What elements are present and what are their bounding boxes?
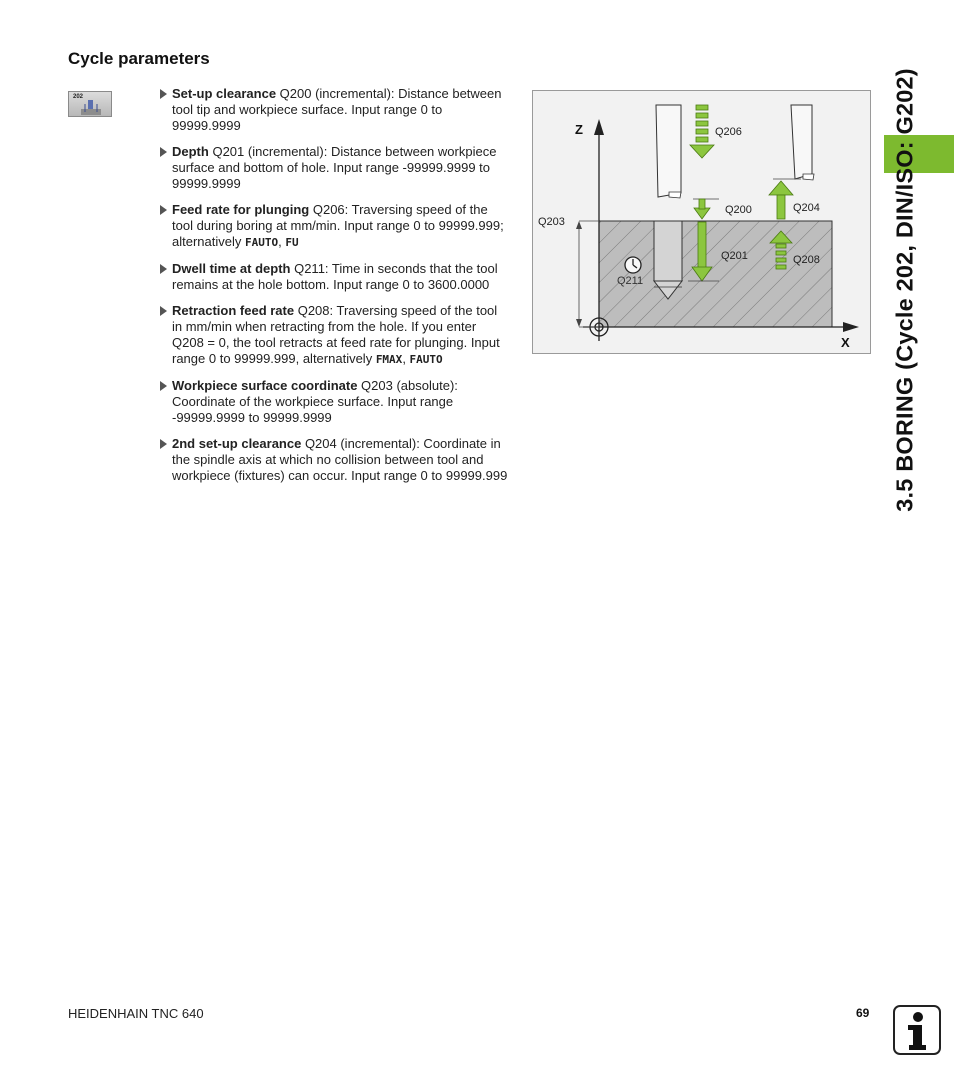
dwell-clock-icon <box>625 257 641 273</box>
param-description: Q201 (incremental): Distance between workpiece surface and bottom of hole. Input range -99999.9999 to 99999.9999 <box>172 144 497 191</box>
cycle-number: 202 <box>73 94 84 100</box>
param-name: Dwell time at depth <box>172 261 291 276</box>
info-icon <box>893 1005 941 1055</box>
param-description: Q206: Traversing speed of the tool during boring at mm/min. Input range 0 to 99999.999; alternatively <box>172 202 504 249</box>
x-axis-label: X <box>841 335 850 350</box>
parameter-list <box>158 86 510 494</box>
side-title-text: 3.5 BORING (Cycle 202, DIN/ISO: G202) <box>891 68 918 512</box>
separator: , <box>402 351 410 366</box>
label-q208: Q208 <box>793 254 820 266</box>
bullet-triangle-icon <box>160 147 167 157</box>
label-q204: Q204 <box>793 202 820 214</box>
label-q211: Q211 <box>617 275 644 287</box>
param-description: Q208: Traversing speed of the tool in mm/min when retracting from the hole. If you enter Q208 = 0, the tool retracts at feed rate for plunging. Input range 0 to 99999.999, alternatively <box>172 303 500 366</box>
param-q203 <box>158 378 510 426</box>
tool-in-hole <box>654 221 682 299</box>
bullet-triangle-icon <box>160 439 167 449</box>
z-axis-label: Z <box>575 122 583 137</box>
code-keyword: FMAX <box>375 353 403 366</box>
param-name: Set-up clearance <box>172 86 277 101</box>
tool-left <box>656 105 681 198</box>
param-q201 <box>158 144 510 192</box>
code-keyword: FAUTO <box>409 353 443 366</box>
workpiece-block <box>599 221 832 327</box>
param-q208 <box>158 303 510 368</box>
tool-right <box>791 105 814 180</box>
cycle-202-softkey-icon <box>68 91 112 117</box>
bullet-triangle-icon <box>160 306 167 316</box>
bullet-triangle-icon <box>160 89 167 99</box>
param-description: Q211: Time in seconds that the tool remains at the hole bottom. Input range 0 to 3600.0000 <box>172 261 498 292</box>
label-q203: Q203 <box>538 216 565 228</box>
param-description: Q200 (incremental): Distance between tool tip and workpiece surface. Input range 0 to 99999.9999 <box>172 86 502 133</box>
param-q206 <box>158 202 510 251</box>
bullet-triangle-icon <box>160 264 167 274</box>
code-keyword: FAUTO <box>244 236 279 249</box>
code-keyword: FU <box>285 236 299 249</box>
q206-feed-arrow <box>690 105 714 158</box>
param-name: Depth <box>172 144 209 159</box>
bullet-triangle-icon <box>160 381 167 391</box>
page-heading: Cycle parameters <box>68 49 210 68</box>
param-description: Q204 (incremental): Coordinate in the spindle axis at which no collision between tool and workpiece (fixtures) can occur. Input range 0 to 99999.999 <box>172 436 508 483</box>
bullet-triangle-icon <box>160 205 167 215</box>
param-description: Q203 (absolute): Coordinate of the workpiece surface. Input range -99999.9999 to 99999.9999 <box>172 378 458 425</box>
label-q201: Q201 <box>721 250 748 262</box>
param-q211 <box>158 261 510 293</box>
param-q200 <box>158 86 510 134</box>
param-q204 <box>158 436 510 484</box>
q203-dimension <box>576 221 599 327</box>
param-name: Retraction feed rate <box>172 303 295 318</box>
label-q200: Q200 <box>725 204 752 216</box>
param-name: 2nd set-up clearance <box>172 436 302 451</box>
page-number: 69 <box>856 1006 870 1020</box>
boring-cycle-diagram <box>532 90 871 354</box>
param-name: Feed rate for plunging <box>172 202 310 217</box>
q200-dimension <box>693 199 719 219</box>
label-q206: Q206 <box>715 126 742 138</box>
separator: , <box>278 234 286 249</box>
param-name: Workpiece surface coordinate <box>172 378 358 393</box>
footer-product: HEIDENHAIN TNC 640 <box>68 1006 204 1021</box>
